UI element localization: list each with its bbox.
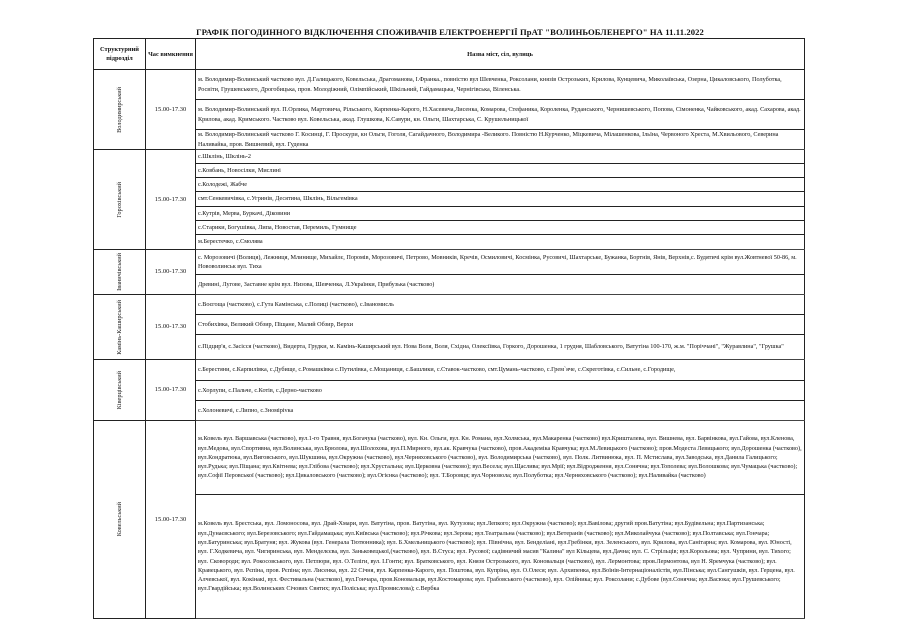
- places-cell: смт.Сенкевичівка, с.Угринів, Десятина, Шклінь, Вільгемівка: [196, 192, 805, 207]
- unit-cell: [94, 360, 146, 421]
- table-row: [94, 70, 805, 100]
- places-cell: м.Ковель вул. Брестська, вул. Ломоносова, вул. Драй-Хмари, вул. Ватутіна, пров. Ватутіна, вул. Кутузова; вул.Лепкого; вул.Окружна (частково); вул.Вавілова; другий пров.Ватутіна; вул.Будівельна; вул.Партизанська; вул.Дунаєвського; вул.Березовського; вул.Гайдамацька; вул.Київська (частково); вул.Річкова; вул.Зерова; вул.Театральна (частково); вул.Ветеранів (частково); вул.Миколайчука (частково); вул.Полтавська; вул.Гончара; вул.Батуринська; вул.Братуня; вул. Жукова (вул. Генерала Тютюнника); вул. Б.Хмельницького (частково); вул. Північна, вул. Бенделіані, вул.Гребінки, вул. Зеленського, вул. Крилова, вул.Санітарна; вул. Комарова, вул. Юності, вул. Г.Ходкевича, вул. Чигиринська, вул. Менделєєва, вул. Заньковецької,(частково), вул. В.Стуса; вул. Русової; садівничий масив "Калина" вул Кільцева, вул.Дачна; вул. С. Стрільців; вул.Корольова; вул. Чуприни, вул. Тихого; вул. Сковороди; вул. Рокосовського, вул. Петлюри, вул. О.Теліги, вул. І.Гонти; вул. Братковського, вул. Князя Острозького, вул. Коновальця (частково), вул. Лермонтова; пров.Лермонтова, вул Н. Яремчука (частково); вул. Кравецького, вул. Рєпіна, пров. Рєпіна; вул. Лисенка, вул. 22 Січня, вул. Карпенка-Карого, вул. Поштова, вул. Купріна, вул. О.Олеся; вул. Архипенка, вул.Воїнів-Інтернаціоналістів, вул.Пінська; вул.Сангушків, вул. Герцена, вул. Алчевської, вул. Кокінакі, вул. Фестивальна (частково), вул.Гончара, пров.Коновальця, вул.Костомарова; вул. Грабовського (частково), вул. Олійника; вул. Роксолани; с.Дубове (вул.Сонячна; вул.Васюка; вул.Грушевського; вул.Гвардійська; вул.Волинських Січових Святих; вул.Поліська; вул.Промислова); с.Вербка: [196, 495, 805, 619]
- table-row: [94, 401, 805, 421]
- header-time: Час вимкнення: [146, 39, 196, 70]
- places-cell: с.Ковбань, Новосілки, Мислині: [196, 164, 805, 178]
- header-unit: Структурний підрозділ: [94, 39, 146, 70]
- unit-name: Камінь-Каширський: [115, 299, 123, 355]
- table-row: [94, 495, 805, 619]
- table-row: [94, 178, 805, 192]
- time-cell: 15.00-17.30: [146, 70, 196, 150]
- places-cell: м. Володимир-Волинський частково Г. Косинці, Г. Проскури, кн Ольги, Гоголя, Сагайдачного, Володимира -Великого. Повністю Н.Курченко, Міцкевича, Мілашенкова, Ільїна, Червоного Хреста, М.Хвильового, Северина Наливайка, пров. Вишневий, вул. Гуденка: [196, 130, 805, 150]
- places-cell: Древині, Лугове, Заставне крім вул. Низова, Шевченка, Л.Українки, Прибузька (частково): [196, 275, 805, 295]
- places-cell: с. Морозовичі (Волиця), Лежниця, Млинище, Михайлє, Поромів, Морозовичі, Петрово, Мовників, Кречів, Осмиловичі, Космінка, Русовичі, Шахтарське, Бужанка, Бортнів, Янів, Верхнів,с. Будятичі крім вул.Жовтневої 50-86, м. Нововолинськ вул. Тиха: [196, 250, 805, 275]
- places-cell: с.Шклінь, Шклінь-2: [196, 150, 805, 164]
- table-row: [94, 250, 805, 275]
- unit-cell: [94, 150, 146, 250]
- places-cell: с.Хорлупи, с.Пальче, с.Котів, с.Дерно-частково: [196, 381, 805, 401]
- table-row: [94, 164, 805, 178]
- time-cell: 15.00-17.30: [146, 295, 196, 360]
- places-cell: с.Старики, Богушівка, Липа, Новостав, Перемиль, Гумнище: [196, 221, 805, 235]
- table-row: [94, 130, 805, 150]
- table-row: [94, 235, 805, 250]
- unit-cell: [94, 250, 146, 295]
- unit-name: Ковельський: [115, 502, 123, 537]
- table-header-row: [94, 39, 805, 70]
- table-row: [94, 207, 805, 221]
- table-row: [94, 192, 805, 207]
- table-row: [94, 221, 805, 235]
- table-row: [94, 381, 805, 401]
- table-row: [94, 295, 805, 315]
- unit-cell: [94, 70, 146, 150]
- unit-name: Горохівський: [115, 181, 123, 218]
- time-cell: 15.00-17.30: [146, 250, 196, 295]
- unit-name: Володимирський: [115, 86, 123, 133]
- places-cell: м.Берестечко, с.Смолява: [196, 235, 805, 250]
- places-cell: Стобихівка, Великий Обзир, Піщане, Малий Обзир, Верхи: [196, 315, 805, 335]
- places-cell: с.Берестяни, с.Карпилівка, с.Дубище, с.Ромашківка с.Путилівка, с.Мощаниця, с.Башлики, с.Ставок-частково, смт.Цумань-частково, с.Грем`яче, с.Скреготівка, с.Сильне, с.Городище,: [196, 360, 805, 381]
- table-row: [94, 275, 805, 295]
- time-cell: 15.00-17.30: [146, 150, 196, 250]
- schedule-table: [93, 38, 805, 619]
- places-cell: м.Ковель вул. Варшавська (частково), вул.1-го Травня, вул.Богачука (частково), вул. Кн. Ольги, вул. Кн. Романа, вул.Холмська, вул.Макаренка (частково) вул.Кришталева, вул. Вишнева, вул. Барвінкова, вул.Гайова, вул.Кленова, вул.Медова, вул.Спортивна, вул.Волинська, вул.Брюлова, вул.Шолохова, вул.П.Мирного, вул.ак. Кравчука (частково), пров.Академіка Кравчука; вул.М.Левицького (частково); пров.Модеста Левицького; вул.Дорошенка (частково), вул.Кондратюка, вул.Виговського, вул.Шукшина, вул.Окружна (частково), вул.Черняховського (частково), вул. Володимирська (частково), вул. Полк. Литвинюка, вул. П. Мстислава, вул.Заводська, вул.Данила Галицького; вул.Рудька; вул.Піщана; вул.Квітнева; вул.Глібова (частково); вул.Хрустальна; вул.Церковна (частково); вул.Весела; вул.Щаслива; вул.Мрії; вул.Відродження, вул.Сонячна; вул.Тополева; вул.Волошкова; вул.Чумацька (частково); вул.Софії Перовської (частково); вул.Цикаловського (частково); вул.Огієнка (частково); вул. Т.Боровця; вул.Чорновола; вул.Полуботка; вул.Черняховського (частково); вул.Наливайка (частково): [196, 421, 805, 495]
- places-cell: с.Воєгоща (частково), с.Гута Камінська, с.Полиці (частково), с.Іваномисль: [196, 295, 805, 315]
- table-row: [94, 335, 805, 360]
- table-row: [94, 100, 805, 130]
- time-cell: 15.00-17.30: [146, 421, 196, 619]
- table-row: [94, 360, 805, 381]
- header-places: Назва міст, сіл, вулиць: [196, 39, 805, 70]
- table-row: [94, 150, 805, 164]
- table-row: [94, 315, 805, 335]
- unit-name: Іваничівський: [115, 253, 123, 291]
- unit-cell: [94, 295, 146, 360]
- table-row: [94, 421, 805, 495]
- places-cell: с.Холоневичі, с.Липно, с.Зноміріvка: [196, 401, 805, 421]
- unit-cell: [94, 421, 146, 619]
- places-cell: с.Колодежі, Жабче: [196, 178, 805, 192]
- places-cell: м. Володимир-Волинський вул. П.Орлика, Мартовича, Рільського, Карпенка-Карого, Н.Хасевича,Лисенка, Комарова, Стефаника, Короленка, Руданського, Чернишевського, Попова, Сімоненка, Чайковського, акад. Сахарова, акад. Крилова, акад. Кримського. Частково вул. Ковельська, акад. Глушкова, К.Савури, кн. Ольги, Шахтарська, С. Крушельницької: [196, 100, 805, 130]
- places-cell: м. Володимир-Волинський частково вул. Д.Галицького, Ковельська, Драгоманова, І.Франка., повністю вул Шевченка, Роксолани, князів Острозьких, Крилова, Кунцевича, Миколаївська, Озерна, Цикаловського, Полуботка, Росвіти, Грушевського, Дрогобицька, пров. Молодіжний, Олімпійський, Шкільний, Гайдамацька, Чернігівська, Віленська.: [196, 70, 805, 100]
- places-cell: с.Підцир'я, с.Засісся (частково), Видерта, Грудки, м. Камінь-Каширський вул. Нова Воля, Воля, Східна, Олексіївка, Горкого, Дорошенка, 1 грудня, Шабловського, Ватутіна 100-170, ж.м. "Поріччанi", "Журавлина", "Грушка": [196, 335, 805, 360]
- unit-name: Ківерцівський: [115, 370, 123, 410]
- time-cell: 15.00-17.30: [146, 360, 196, 421]
- page-title: ГРАФІК ПОГОДИННОГО ВІДКЛЮЧЕННЯ СПОЖИВАЧІВ ЕЛЕКТРОЕНЕРГІЇ ПрАТ "ВОЛИНЬОБЛЕНЕРГО" НА 11.11.2022: [196, 27, 704, 37]
- places-cell: с.Кутрів, Мерва, Буркачі, Діковини: [196, 207, 805, 221]
